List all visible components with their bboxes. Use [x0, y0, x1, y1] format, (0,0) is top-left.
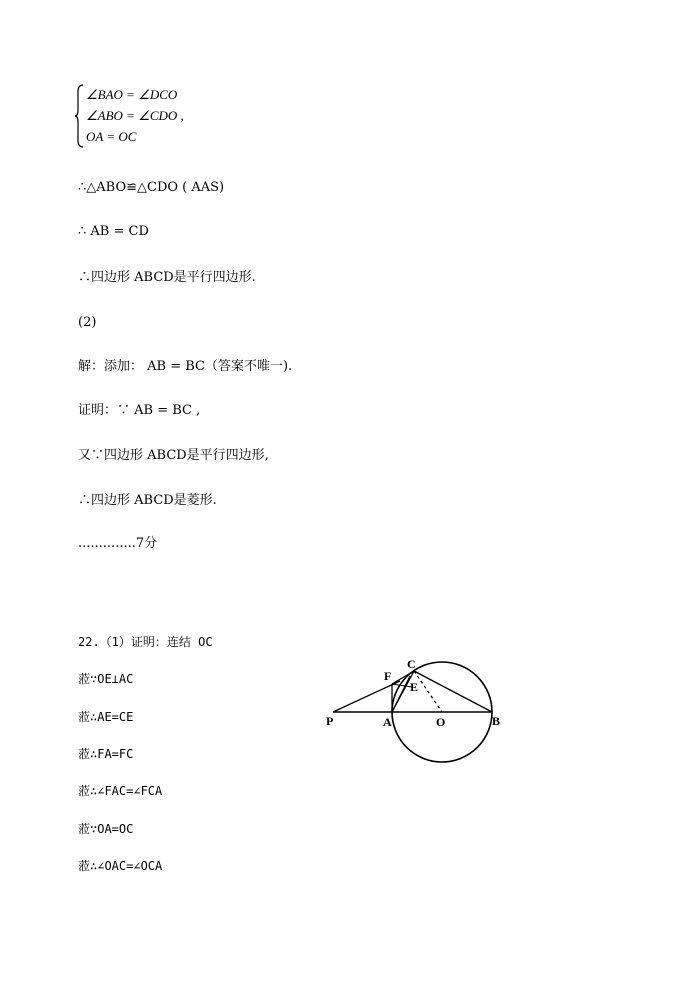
q22-step-5: 蒞∵OA=OC: [78, 822, 134, 836]
equation-angle-abo: ∠ABO = ∠CDO ,: [86, 108, 184, 123]
label-f: F: [384, 669, 392, 683]
label-o: O: [436, 715, 446, 729]
congruence-statement: ∴△ABO≌△CDO ( AAS): [78, 180, 225, 195]
line-cb: [414, 671, 492, 712]
equation-angle-bao: ∠BAO = ∠DCO: [86, 87, 178, 102]
q22-step-1: 蒞∵OE⊥AC: [78, 672, 134, 686]
q22-step-6: 蒞∴∠OAC=∠OCA: [78, 859, 163, 873]
line-fe: [392, 684, 412, 687]
score-line: ..............7分: [78, 536, 158, 551]
label-b: B: [492, 714, 501, 728]
label-p: P: [326, 714, 334, 728]
q22-header: 22.（1）证明：连结 OC: [78, 635, 213, 649]
parallelogram-conclusion: ∴四边形 ABCD是平行四边形.: [78, 270, 256, 285]
solution-line: 解：添加： AB = BC（答案不唯一).: [78, 359, 293, 374]
line-oc-dashed: [414, 671, 442, 712]
label-e: E: [410, 680, 419, 694]
part-2-label: (2): [78, 315, 97, 330]
label-a: A: [383, 715, 392, 729]
q22-step-2: 蒞∴AE=CE: [78, 710, 134, 724]
also-parallelogram-line: 又∵四边形 ABCD是平行四边形,: [78, 448, 269, 463]
q22-step-4: 蒞∴∠FAC=∠FCA: [78, 784, 163, 798]
rhombus-conclusion: ∴四边形 ABCD是菱形.: [78, 493, 217, 508]
line-pf: [333, 681, 400, 712]
q22-step-3: 蒞∴FA=FC: [78, 747, 134, 761]
ab-equals-cd: ∴ AB = CD: [78, 224, 149, 239]
proof-line: 证明：∵ AB = BC ,: [78, 403, 201, 418]
equation-oa-oc: OA = OC: [86, 129, 137, 144]
label-c: C: [407, 657, 416, 671]
